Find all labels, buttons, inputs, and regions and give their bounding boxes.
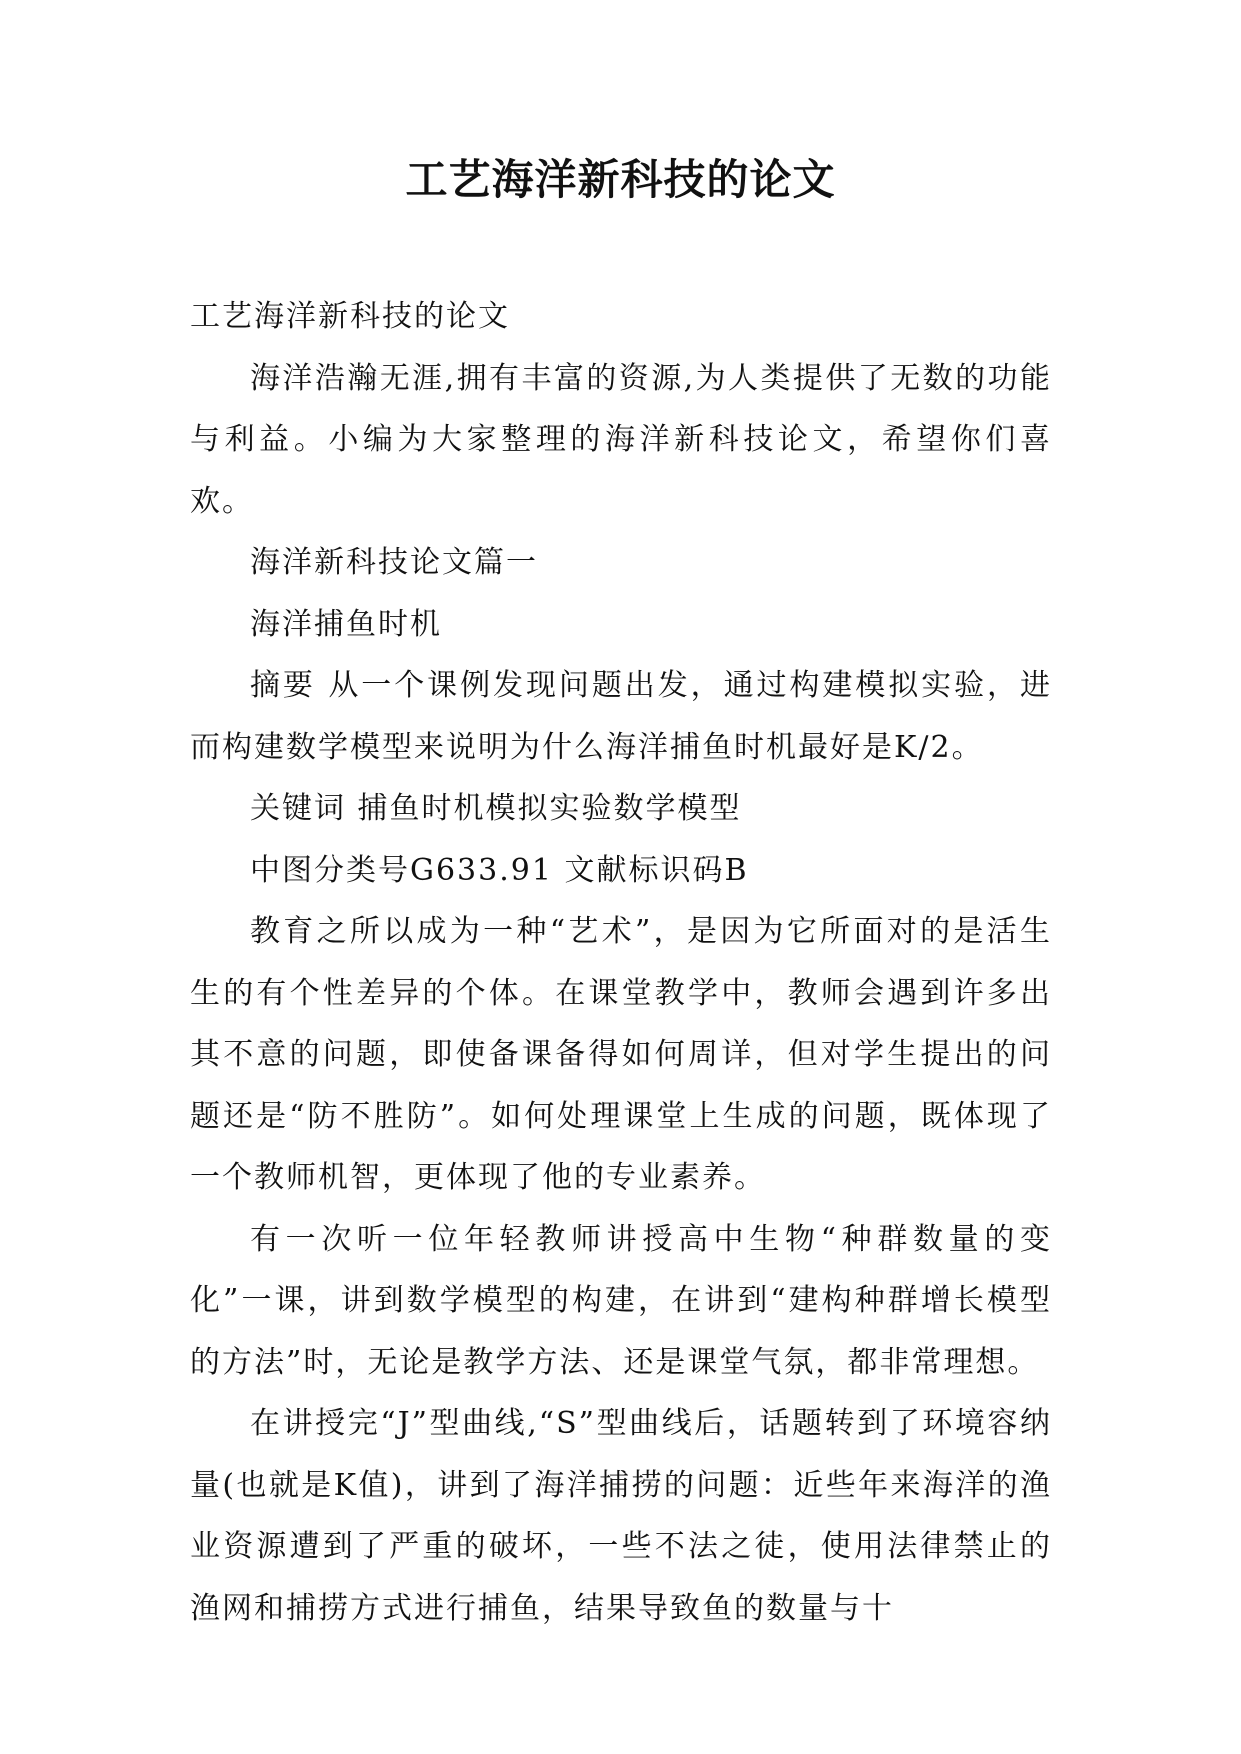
- paragraph: 教育之所以成为一种“艺术”，是因为它所面对的是活生生的有个性差异的个体。在课堂教学中，教师会遇到许多出其不意的问题，即使备课备得如何周详，但对学生提出的问题还是“防不胜防”。如何处理课堂上生成的问题，既体现了一个教师机智，更体现了他的专业素养。: [190, 914, 1052, 1195]
- document-body: [190, 286, 1052, 1639]
- abstract: 摘要 从一个课例发现问题出发，通过构建模拟实验，进而构建数学模型来说明为什么海洋捕鱼时机最好是K/2。: [190, 668, 1052, 765]
- paragraph: 在讲授完“J”型曲线,“S”型曲线后，话题转到了环境容纳量(也就是K值)，讲到了海洋捕捞的问题：近些年来海洋的渔业资源遭到了严重的破坏，一些不法之徒，使用法律禁止的渔网和捕捞方式进行捕鱼，结果导致鱼的数量与十: [190, 1406, 1052, 1626]
- classification-number: 中图分类号G633.91 文献标识码B: [250, 852, 749, 888]
- paragraph: 工艺海洋新科技的论文: [190, 299, 510, 334]
- paragraph: 海洋浩瀚无涯,拥有丰富的资源,为人类提供了无数的功能与利益。小编为大家整理的海洋新科技论文，希望你们喜欢。: [190, 360, 1052, 519]
- article-title: 海洋捕鱼时机: [250, 606, 442, 642]
- document-title: 工艺海洋新科技的论文: [405, 155, 836, 204]
- paragraph: 有一次听一位年轻教师讲授高中生物“种群数量的变化”一课，讲到数学模型的构建，在讲到“建构种群增长模型的方法”时，无论是教学方法、还是课堂气氛，都非常理想。: [190, 1221, 1052, 1380]
- section-heading: 海洋新科技论文篇一: [250, 545, 538, 580]
- keywords: 关键词 捕鱼时机模拟实验数学模型: [250, 791, 742, 826]
